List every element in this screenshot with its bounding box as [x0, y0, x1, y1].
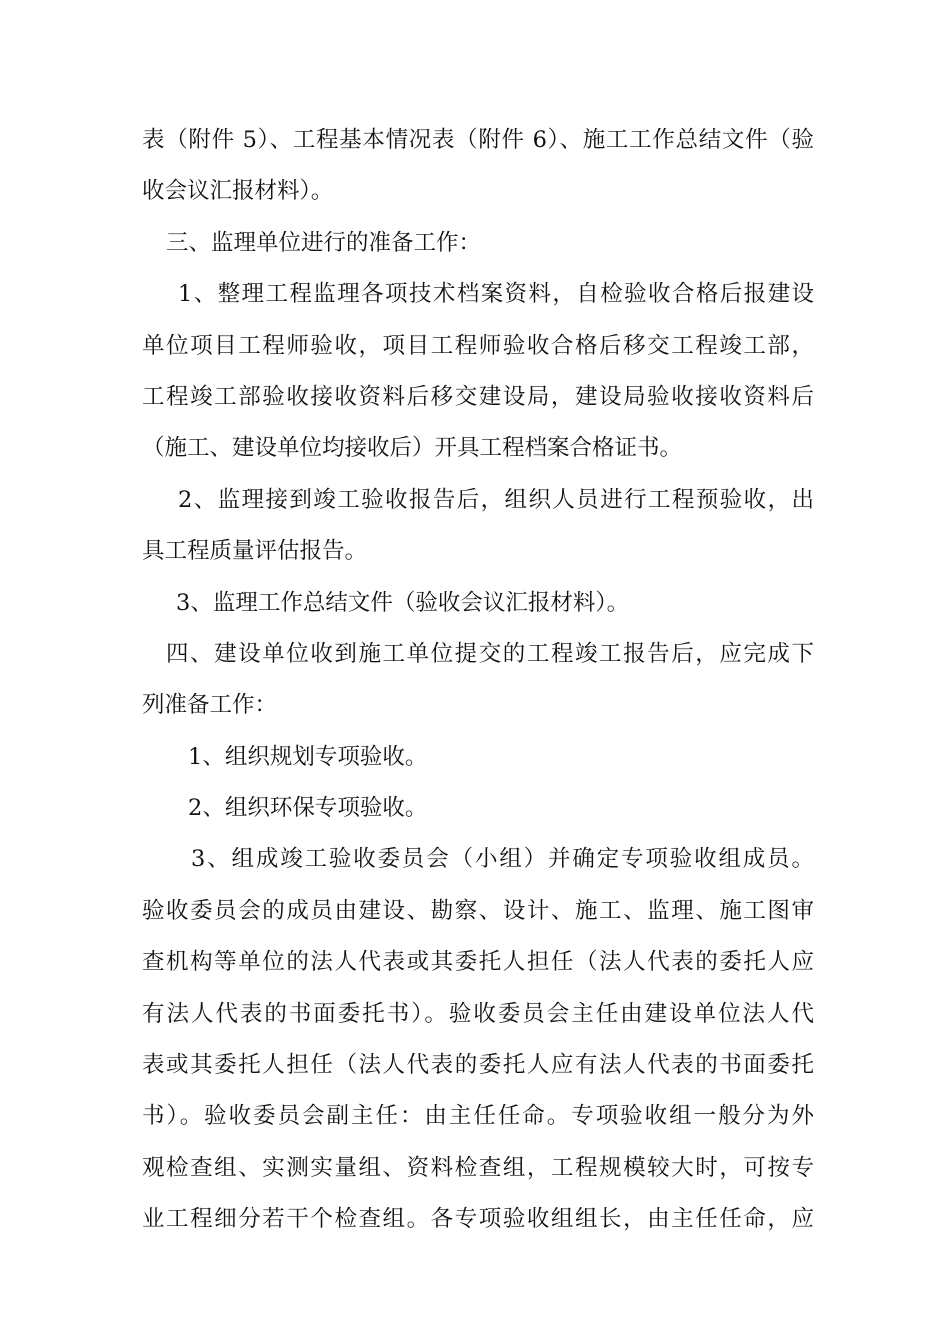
text-line: 具工程质量评估报告。 — [142, 538, 368, 565]
text-line: 3、组成竣工验收委员会（小组）并确定专项验收组成员。 — [191, 846, 814, 873]
text-line: 表（附件 5）、工程基本情况表（附件 6）、施工工作总结文件（验 — [142, 127, 814, 153]
text-line: （施工、建设单位均接收后）开具工程档案合格证书。 — [142, 435, 683, 462]
text-line: 业工程细分若干个检查组。各专项验收组组长，由主任任命，应 — [142, 1206, 814, 1233]
text-line: 有法人代表的书面委托书）。验收委员会主任由建设单位法人代 — [142, 1000, 814, 1027]
text-line: 收会议汇报材料）。 — [142, 178, 334, 205]
section-heading: 三、监理单位进行的准备工作： — [166, 229, 482, 256]
text-line: 1、整理工程监理各项技术档案资料，自检验收合格后报建设 — [178, 281, 814, 308]
text-line: 1、组织规划专项验收。 — [188, 743, 428, 770]
text-line: 查机构等单位的法人代表或其委托人担任（法人代表的委托人应 — [142, 949, 814, 976]
text-line: 观检查组、实测实量组、资料检查组，工程规模较大时，可按专 — [142, 1154, 814, 1181]
text-line: 验收委员会的成员由建设、勘察、设计、施工、监理、施工图审 — [142, 897, 814, 924]
text-line: 单位项目工程师验收，项目工程师验收合格后移交工程竣工部， — [142, 332, 814, 359]
text-line: 列准备工作： — [142, 692, 278, 719]
text-line: 2、组织环保专项验收。 — [188, 795, 428, 822]
text-line: 书）。验收委员会副主任：由主任任命。专项验收组一般分为外 — [142, 1103, 814, 1130]
text-line: 表或其委托人担任（法人代表的委托人应有法人代表的书面委托 — [142, 1052, 814, 1079]
document-body — [142, 115, 814, 1246]
text-line: 2、监理接到竣工验收报告后，组织人员进行工程预验收，出 — [178, 486, 814, 513]
text-line: 3、监理工作总结文件（验收会议汇报材料）。 — [176, 589, 630, 616]
section-heading: 四、建设单位收到施工单位提交的工程竣工报告后，应完成下 — [166, 640, 814, 667]
text-line: 工程竣工部验收接收资料后移交建设局，建设局验收接收资料后 — [142, 383, 814, 410]
